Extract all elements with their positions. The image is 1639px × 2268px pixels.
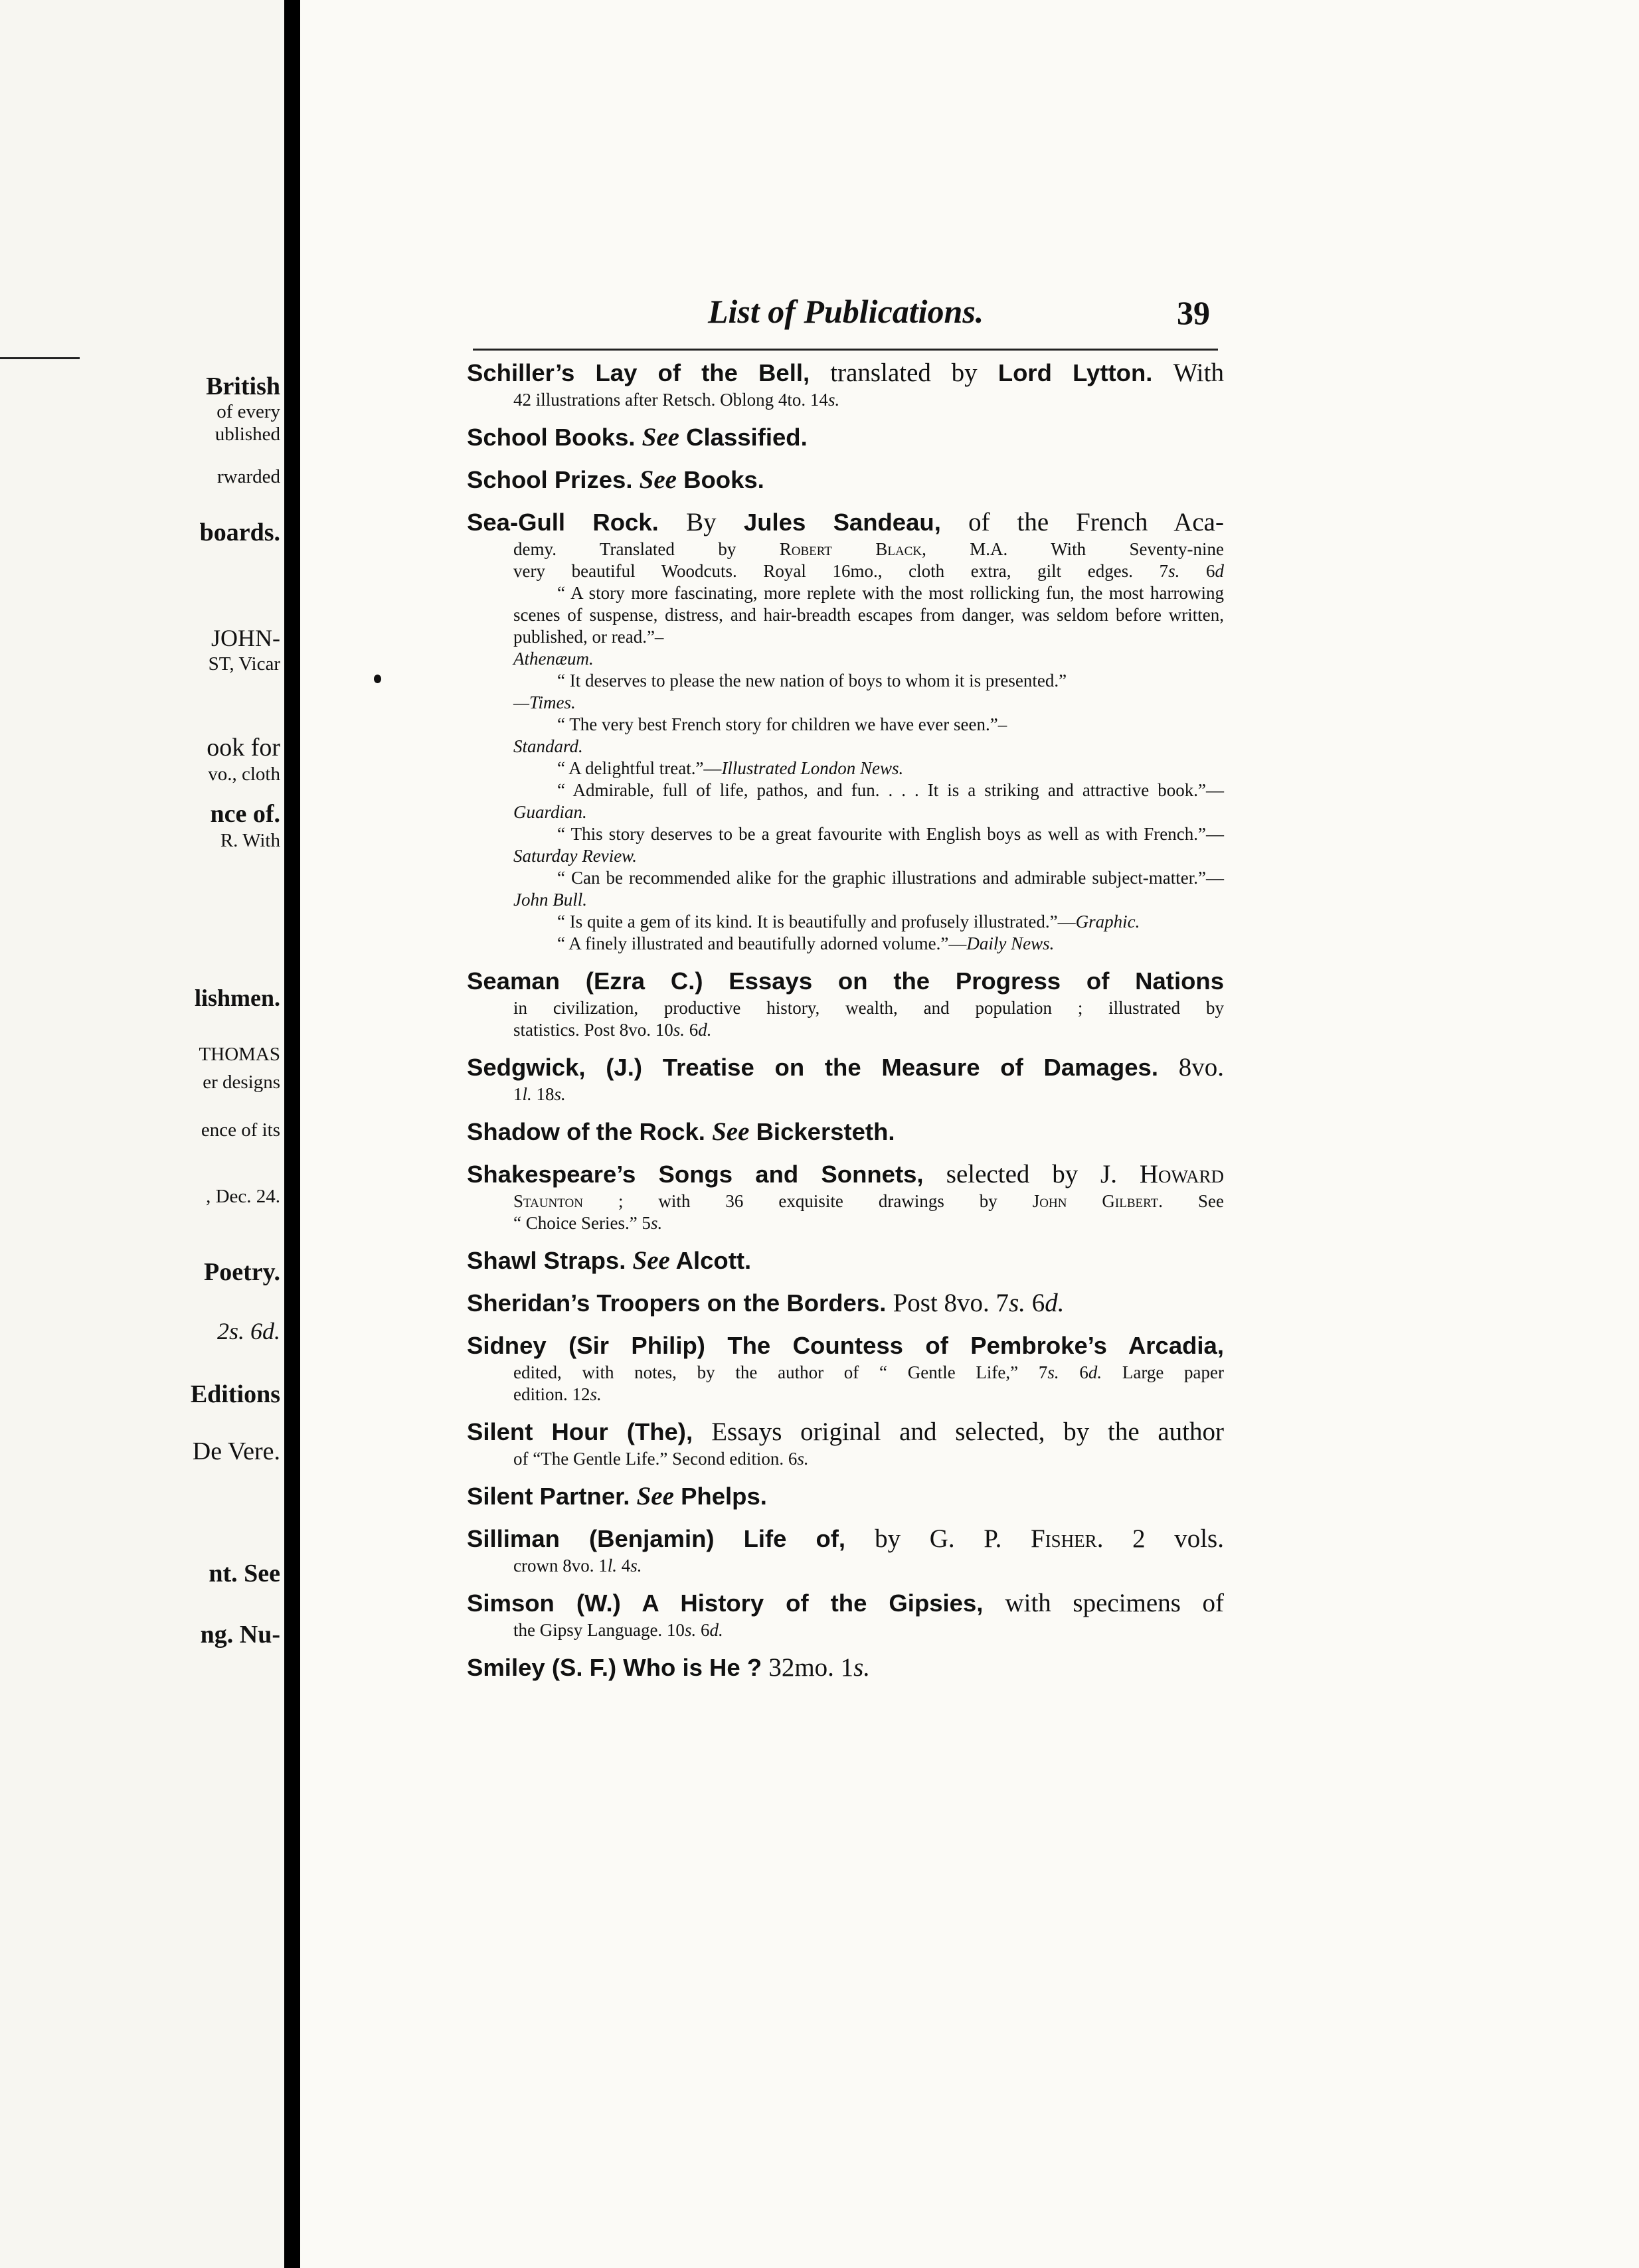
entry-detail: edited, with notes, by the author of “ Gentle Life,” 7s. 6d. Large paper xyxy=(513,1362,1224,1382)
left-page-fragment-line: , Dec. 24. xyxy=(206,1186,280,1207)
left-page-fragment-line: boards. xyxy=(199,519,280,546)
review-quote: “ This story deserves to be a great favourite with English boys as well as with French.”—Saturday Review. xyxy=(513,824,1224,866)
header-rule xyxy=(473,349,1218,351)
entry-detail: in civilization, productive history, wealth, and population ; illustrated by xyxy=(513,998,1224,1018)
publication-entry xyxy=(467,1245,1224,1277)
entry-detail: 1l. 18s. xyxy=(513,1084,566,1104)
publication-entry xyxy=(467,965,1224,1041)
entry-heading: School Prizes. See Books. xyxy=(467,465,764,494)
entry-detail: crown 8vo. 1l. 4s. xyxy=(513,1556,642,1576)
left-page-fragment-line: ook for xyxy=(207,734,280,762)
entry-detail: 42 illustrations after Retsch. Oblong 4to. 14s. xyxy=(513,390,840,410)
ink-dot xyxy=(374,675,381,683)
review-quote: “ Can be recommended alike for the graphic illustrations and admirable subject-matter.”—John Bull. xyxy=(513,868,1224,910)
publication-entry xyxy=(467,1481,1224,1512)
left-page-fragment-line: Editions xyxy=(190,1380,280,1408)
publication-entry xyxy=(467,1416,1224,1470)
left-page-fragment-line: rwarded xyxy=(216,466,280,487)
left-page-fragment-line: er designs xyxy=(203,1072,280,1093)
left-page-fragment-line: De Vere. xyxy=(192,1437,280,1465)
entry-detail: the Gipsy Language. 10s. 6d. xyxy=(513,1620,723,1640)
left-page-fragment-line: JOHN- xyxy=(211,625,280,651)
left-page-fragment-line: ence of its xyxy=(201,1119,280,1141)
review-quote: “ A finely illustrated and beautifully adorned volume.”—Daily News. xyxy=(557,933,1055,953)
publication-entry xyxy=(467,1052,1224,1105)
entry-detail: demy. Translated by Robert Black, M.A. With Seventy-nine xyxy=(513,539,1224,559)
entry-heading: Seaman (Ezra C.) Essays on the Progress of Nations xyxy=(467,967,1224,995)
left-page-fragment-line: Poetry. xyxy=(203,1258,280,1286)
review-source: Athenæum. xyxy=(513,649,594,669)
review-quote: “ A delightful treat.”—Illustrated London News. xyxy=(557,758,904,778)
left-page-fragment-line: 2s. 6d. xyxy=(216,1318,280,1344)
entry-heading: Smiley (S. F.) Who is He ? 32mo. 1s. xyxy=(467,1653,871,1682)
entry-heading: Sea-Gull Rock. By Jules Sandeau, of the French Aca- xyxy=(467,508,1224,536)
entry-heading: Sheridan’s Troopers on the Borders. Post 8vo. 7s. 6d. xyxy=(467,1289,1065,1317)
entry-detail: “ Choice Series.” 5s. xyxy=(513,1213,663,1233)
left-page-fragment-line: lishmen. xyxy=(194,985,280,1011)
review-quote: “ The very best French story for children we have ever seen.”– xyxy=(557,714,1007,734)
entry-heading: Shawl Straps. See Alcott. xyxy=(467,1246,752,1275)
publication-list xyxy=(467,357,1224,1684)
publication-entry xyxy=(467,1287,1224,1319)
publication-entry xyxy=(467,464,1224,496)
left-page-fragment xyxy=(0,0,284,2268)
left-page-fragment-line: ng. Nu- xyxy=(200,1621,280,1649)
left-page-fragment-line: THOMAS xyxy=(199,1044,280,1065)
publication-entry xyxy=(467,1159,1224,1234)
entry-heading: Shadow of the Rock. See Bickersteth. xyxy=(467,1117,895,1146)
entry-detail: edition. 12s. xyxy=(513,1384,602,1404)
left-page-fragment-line: of every xyxy=(216,401,280,422)
review-source: Standard. xyxy=(513,736,583,756)
publication-entry xyxy=(467,357,1224,411)
left-page-fragment-line: ST, Vicar xyxy=(208,653,280,675)
publication-entry xyxy=(467,1587,1224,1641)
left-page-fragment-line: nt. See xyxy=(209,1560,280,1587)
running-head: List of Publications. xyxy=(708,293,984,330)
publication-entry xyxy=(467,1116,1224,1148)
left-page-fragment-line: British xyxy=(206,372,280,400)
left-page-fragment-line: R. With xyxy=(220,830,280,851)
review-quote: “ Admirable, full of life, pathos, and fun. . . . It is a striking and attractive book.”—Guardian. xyxy=(513,780,1224,822)
entry-heading: Sedgwick, (J.) Treatise on the Measure of Damages. 8vo. xyxy=(467,1053,1224,1082)
left-page-fragment-line: ublished xyxy=(215,424,280,445)
publication-entry xyxy=(467,422,1224,453)
entry-heading: Silent Partner. See Phelps. xyxy=(467,1482,767,1510)
entry-heading: School Books. See Classified. xyxy=(467,423,808,451)
entry-heading: Silent Hour (The), Essays original and selected, by the author xyxy=(467,1418,1224,1446)
left-page-fragment-line: vo., cloth xyxy=(208,764,280,785)
publication-entry xyxy=(467,507,1224,955)
left-page-fragment-line: nce of. xyxy=(210,800,280,828)
entry-heading: Sidney (Sir Philip) The Countess of Pembroke’s Arcadia, xyxy=(467,1332,1224,1359)
entry-heading: Schiller’s Lay of the Bell, translated by Lord Lytton. With xyxy=(467,359,1224,387)
publication-entry xyxy=(467,1523,1224,1577)
review-quote: “ It deserves to please the new nation of boys to whom it is presented.” xyxy=(557,671,1067,690)
publication-entry xyxy=(467,1330,1224,1406)
review-quote: “ A story more fascinating, more replete with the most rollicking fun, the most harrowing scenes of suspense, distress, and hair-breadth escapes from danger, was seldom before written, published, or read.”– xyxy=(513,583,1224,647)
entry-heading: Silliman (Benjamin) Life of, by G. P. Fisher. 2 vols. xyxy=(467,1524,1224,1553)
review-quote: “ Is quite a gem of its kind. It is beautifully and profusely illustrated.”—Graphic. xyxy=(557,912,1140,932)
entry-heading: Shakespeare’s Songs and Sonnets, selected by J. Howard xyxy=(467,1160,1224,1188)
left-page-rule xyxy=(0,357,80,359)
entry-detail: statistics. Post 8vo. 10s. 6d. xyxy=(513,1020,712,1040)
entry-detail: very beautiful Woodcuts. Royal 16mo., cloth extra, gilt edges. 7s. 6d xyxy=(513,561,1225,581)
publication-entry xyxy=(467,1652,1224,1684)
entry-detail: Staunton ; with 36 exquisite drawings by John Gilbert. See xyxy=(513,1191,1224,1211)
page-number: 39 xyxy=(1177,294,1210,331)
entry-detail: of “The Gentle Life.” Second edition. 6s. xyxy=(513,1449,809,1469)
review-source: —Times. xyxy=(513,692,576,712)
entry-heading: Simson (W.) A History of the Gipsies, with specimens of xyxy=(467,1589,1224,1617)
